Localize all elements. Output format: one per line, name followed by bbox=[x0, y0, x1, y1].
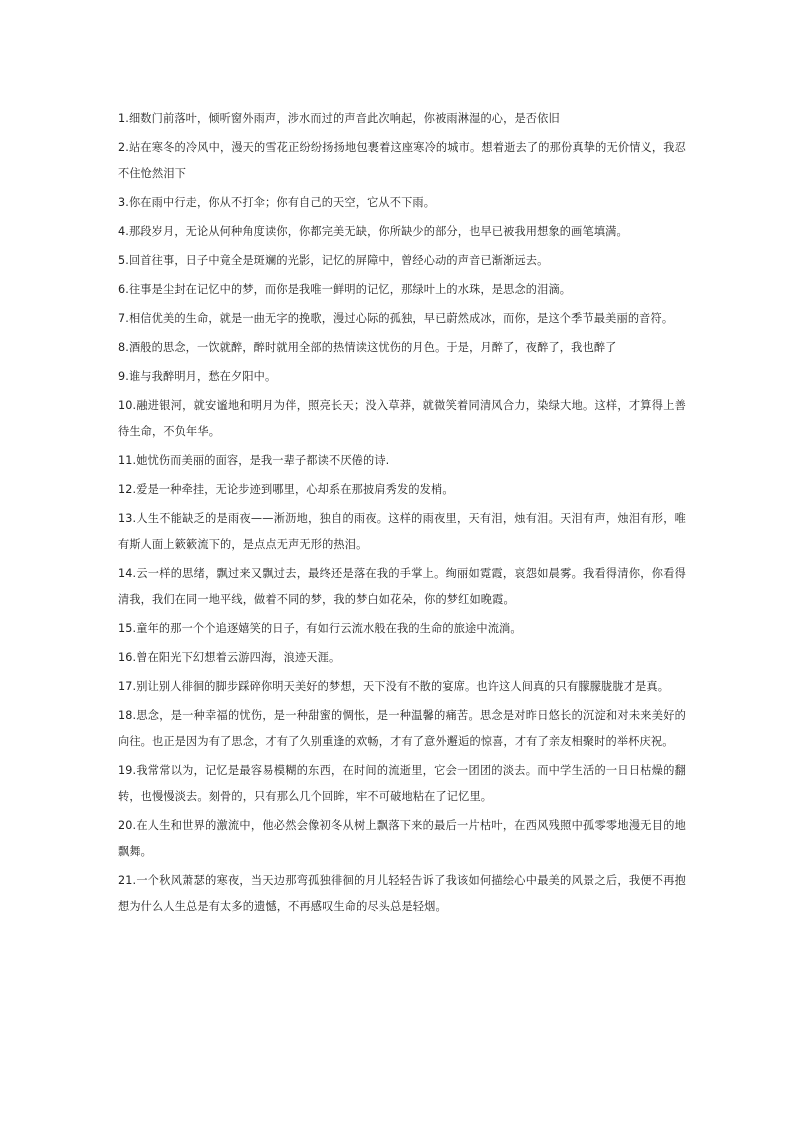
paragraph-16: 16.曾在阳光下幻想着云游四海，浪迹天涯。 bbox=[118, 651, 341, 664]
paragraph-11: 11.她忧伤而美丽的面容，是我一辈子都读不厌倦的诗. bbox=[118, 454, 390, 467]
paragraph-12: 12.爱是一种牵挂，无论步迹到哪里，心却系在那披肩秀发的发梢。 bbox=[118, 483, 454, 496]
paragraph-14: 14.云一样的思绪，飘过来又飘过去，最终还是落在我的手掌上。绚丽如霓霞，哀怨如晨雾。我看得清你，你看得清我，我们在同一地平线，做着不同的梦，我的梦白如花朵，你的梦红如晚霞。 bbox=[118, 567, 686, 606]
paragraph-10: 10.融进银河，就安谧地和明月为伴，照亮长天；没入草莽，就微笑着同清风合力，染绿大地。这样，才算得上善待生命，不负年华。 bbox=[118, 399, 686, 438]
paragraph-8: 8.酒般的思念，一饮就醉，醉时就用全部的热情读这忧伤的月色。于是，月醉了，夜醉了，我也醉了 bbox=[118, 341, 617, 354]
paragraph-9: 9.谁与我醉明月，愁在夕阳中。 bbox=[118, 370, 277, 383]
paragraph-21: 21.一个秋风萧瑟的寒夜，当天边那弯孤独徘徊的月儿轻轻告诉了我该如何描绘心中最美的风景之后，我便不再抱想为什么人生总是有太多的遗憾，不再感叹生命的尽头总是轻烟。 bbox=[118, 874, 686, 913]
paragraph-5: 5.回首往事，日子中竟全是斑斓的光影，记忆的屏障中，曾经心动的声音已渐渐远去。 bbox=[118, 254, 549, 267]
paragraph-19: 19.我常常以为，记忆是最容易模糊的东西，在时间的流逝里，它会一团团的淡去。而中学生活的一日日枯燥的翻转，也慢慢淡去。刻骨的，只有那么几个回眸，牢不可破地粘在了记忆里。 bbox=[118, 764, 686, 803]
paragraph-3: 3.你在雨中行走，你从不打伞；你有自己的天空，它从不下雨。 bbox=[118, 196, 436, 209]
paragraph-13: 13.人生不能缺乏的是雨夜——淅沥地，独自的雨夜。这样的雨夜里，天有泪，烛有泪。天泪有声，烛泪有形，唯有斯人面上簌簌流下的，是点点无声无形的热泪。 bbox=[118, 512, 686, 551]
paragraph-17: 17.别让别人徘徊的脚步踩碎你明天美好的梦想，天下没有不散的宴席。也许这人间真的只有朦朦胧胧才是真。 bbox=[118, 680, 670, 693]
paragraph-20: 20.在人生和世界的激流中，他必然会像初冬从树上飘落下来的最后一片枯叶，在西风残照中孤零零地漫无目的地飘舞。 bbox=[118, 819, 686, 858]
paragraph-18: 18.思念，是一种幸福的忧伤，是一种甜蜜的惆怅，是一种温馨的痛苦。思念是对昨日悠长的沉淀和对未来美好的向往。也正是因为有了思念，才有了久别重逢的欢畅，才有了意外邂逅的惊喜，才有了亲友相聚时的举杯庆祝。 bbox=[118, 709, 686, 748]
paragraph-6: 6.往事是尘封在记忆中的梦，而你是我唯一鲜明的记忆，那绿叶上的水珠，是思念的泪滴。 bbox=[118, 283, 572, 296]
paragraph-15: 15.童年的那一个个追逐嬉笑的日子，有如行云流水般在我的生命的旅途中流淌。 bbox=[118, 622, 522, 635]
paragraph-1: 1.细数门前落叶，倾听窗外雨声，涉水而过的声音此次响起，你被雨淋湿的心，是否依旧 bbox=[118, 112, 560, 125]
paragraph-7: 7.相信优美的生命，就是一曲无字的挽歌，漫过心际的孤独，早已蔚然成冰，而你，是这个季节最美丽的音符。 bbox=[118, 312, 674, 325]
document-body bbox=[118, 106, 686, 923]
paragraph-4: 4.那段岁月，无论从何种角度读你，你都完美无缺，你所缺少的部分，也早已被我用想象的画笔填满。 bbox=[118, 225, 628, 238]
paragraph-2: 2.站在寒冬的冷风中，漫天的雪花正纷纷扬扬地包裹着这座寒冷的城市。想着逝去了的那份真挚的无价情义，我忍不住怆然泪下 bbox=[118, 141, 686, 180]
